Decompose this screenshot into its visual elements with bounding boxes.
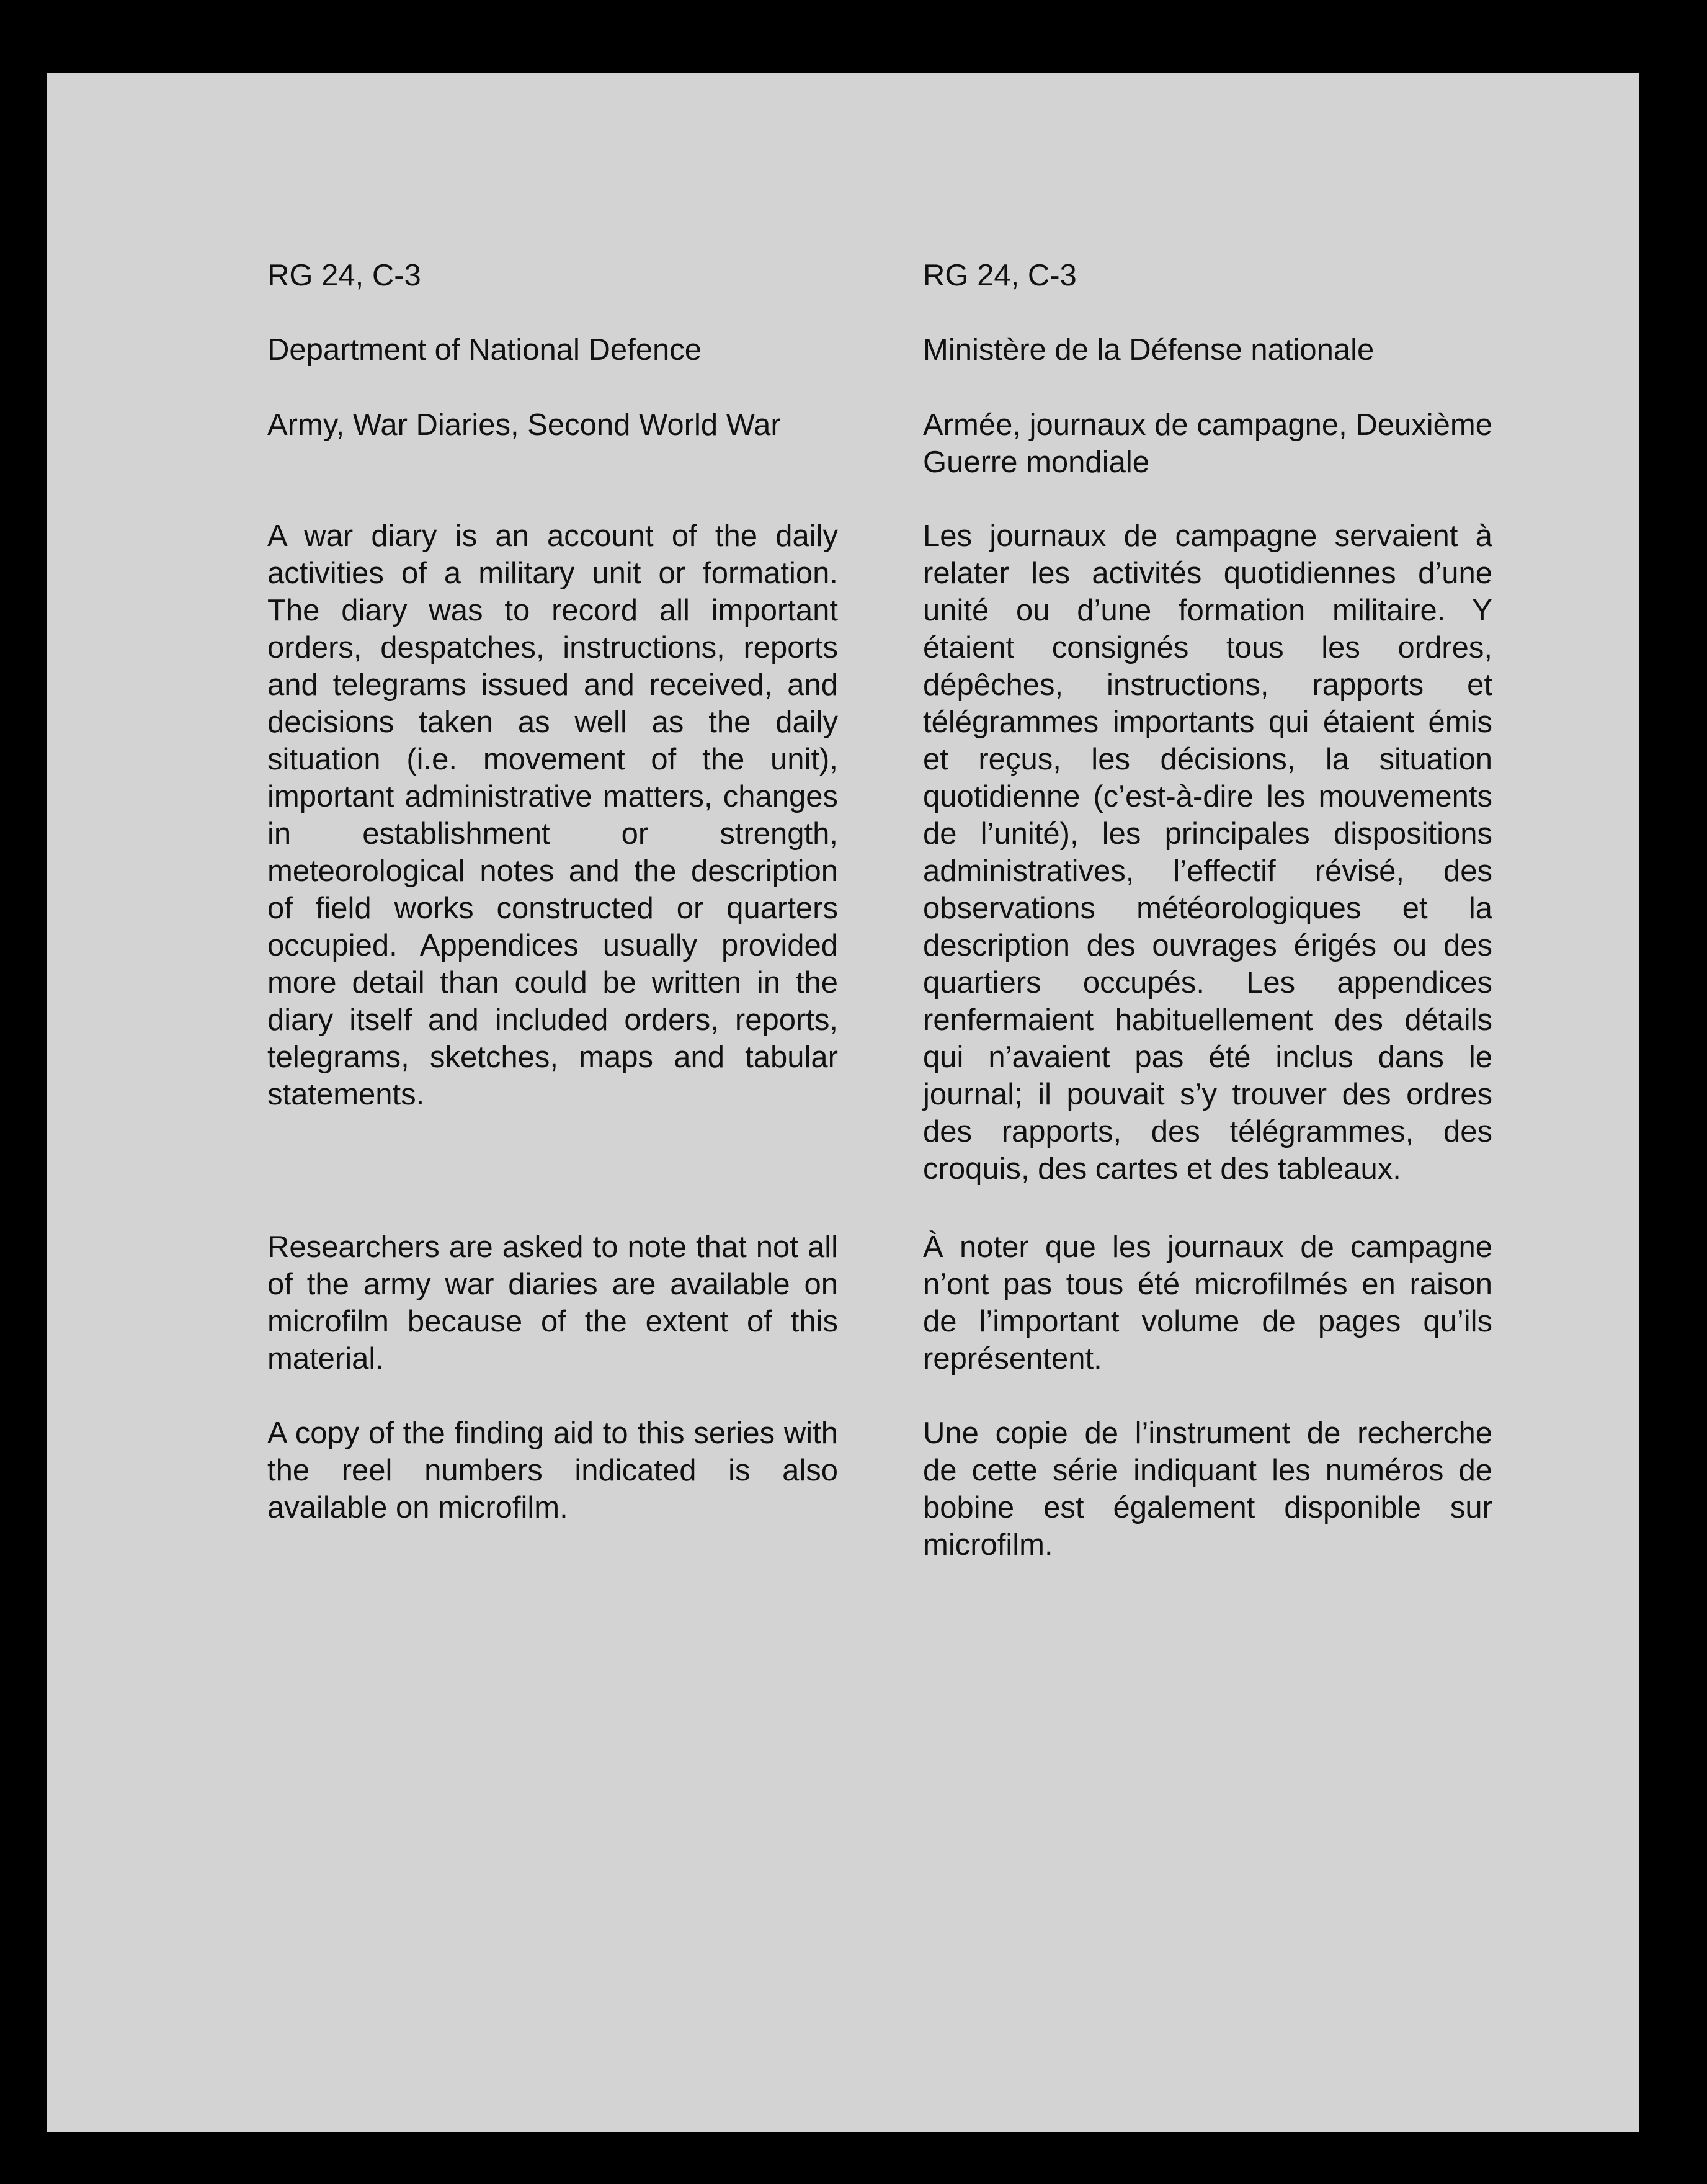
finding-aid-note: Une copie de l’instrument de recherche de cette série indiquant les numéros de bobine est également disponible sur microfilm.	[923, 1416, 1492, 1562]
availability-note: À noter que les journaux de campagne n’ont pas tous été microfilmés en raison de l’important volume de pages qu’ils représentent.	[923, 1230, 1492, 1376]
document-page	[47, 73, 1639, 2132]
availability-note: Researchers are asked to note that not all of the army war diaries are available on microfilm because of the extent of this material.	[267, 1230, 838, 1376]
series-title: Army, War Diaries, Second World War	[267, 408, 781, 442]
finding-aid-note: A copy of the finding aid to this series with the reel numbers indicated is also available on microfilm.	[267, 1416, 838, 1524]
reference-code: RG 24, C-3	[923, 259, 1077, 292]
series-title: Armée, journaux de campagne, Deuxième Guerre mondiale	[923, 408, 1492, 479]
description-paragraph: Les journaux de campagne servaient à relater les activités quotidiennes d’une unité ou d’une formation militaire. Y étaient consignés tous les ordres, dépêches, instructions, rapports et télégrammes importants qui étaient émis et reçus, les décisions, la situation quotidienne (c’est-à-dire les mouvements de l’unité), les principales dispositions administratives, l’effectif révisé, des observations météorologiques et la description des ouvrages érigés ou des quartiers occupés. Les appendices renfermaient habituellement des détails qui n’avaient pas été inclus dans le journal; il pouvait s’y trouver des ordres des rapports, des télégrammes, des croquis, des cartes et des tableaux.	[923, 519, 1492, 1186]
department-name: Department of National Defence	[267, 333, 702, 367]
department-name: Ministère de la Défense nationale	[923, 333, 1375, 367]
reference-code: RG 24, C-3	[267, 259, 421, 292]
description-paragraph: A war diary is an account of the daily activities of a military unit or formation. The diary was to record all important orders, despatches, instructions, reports and telegrams issued and received, and decisions taken as well as the daily situation (i.e. movement of the unit), important administrative matters, changes in establishment or strength, meteorological notes and the description of field works constructed or quarters occupied. Appendices usually provided more detail than could be written in the diary itself and included orders, reports, telegrams, sketches, maps and tabular statements.	[267, 519, 838, 1111]
